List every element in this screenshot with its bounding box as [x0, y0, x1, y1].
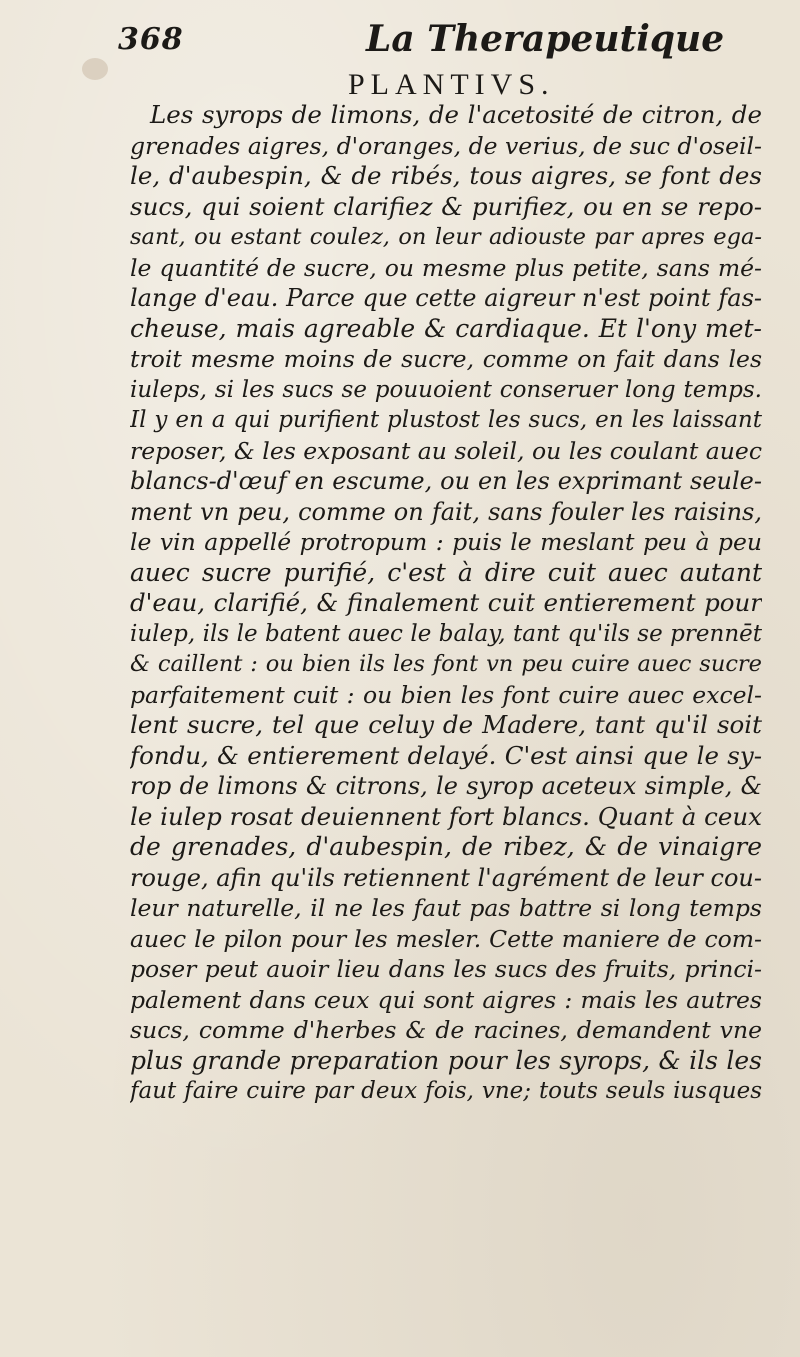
section-title: PLANTIVS.	[348, 68, 555, 101]
text-line: faut faire cuire par deux fois, vne; touts seuls iusques	[130, 1078, 762, 1104]
text-line: plus grande preparation pour les syrops, & ils les	[130, 1045, 762, 1075]
text-line: le quantité de sucre, ou mesme plus petite, sans mé-	[130, 253, 762, 282]
text-line: de grenades, d'aubespin, de ribez, & de vinaigre	[130, 832, 762, 861]
text-line: fondu, & entierement delayé. C'est ainsi que le sy-	[130, 740, 762, 770]
text-line: leur naturelle, il ne les faut pas battre si long temps	[130, 894, 762, 922]
running-title: La Therapeutique	[366, 18, 725, 60]
text-line: rop de limons & citrons, le syrop aceteux simple, &	[130, 772, 762, 800]
text-line: Il y en a qui purifient plustost les sucs, en les laissant	[130, 407, 762, 433]
text-line: le iulep rosat deuiennent fort blancs. Quant à ceux	[130, 801, 762, 831]
text-line: cheuse, mais agreable & cardiaque. Et l'ony met-	[130, 313, 762, 343]
text-line: & caillent : ou bien ils les font vn peu cuire auec sucre	[130, 651, 762, 677]
text-line: sucs, qui soient clarifiez & purifiez, ou en se repo-	[130, 191, 762, 221]
text-line: ment vn peu, comme on fait, sans fouler les raisins,	[130, 497, 762, 526]
text-line: rouge, afin qu'ils retiennent l'agrément de leur cou-	[130, 863, 762, 892]
body-text	[130, 100, 762, 1107]
text-line: iuleps, si les sucs se pouuoient conseruer long temps.	[130, 376, 762, 403]
text-line: sant, ou estant coulez, on leur adiouste par apres ega-	[130, 224, 762, 250]
text-line: reposer, & les exposant au soleil, ou les coulant auec	[130, 436, 762, 465]
text-line: palement dans ceux qui sont aigres : mais les autres	[130, 985, 762, 1014]
text-line: grenades aigres, d'oranges, de verius, de suc d'oseil-	[130, 131, 762, 160]
text-line: iulep, ils le batent auec le balay, tant qu'ils se prennēt	[130, 620, 762, 647]
text-line: auec le pilon pour les mesler. Cette maniere de com-	[130, 924, 762, 953]
text-line: parfaitement cuit : ou bien les font cuire auec excel-	[130, 680, 762, 709]
text-line: sucs, comme d'herbes & de racines, demandent vne	[130, 1016, 762, 1044]
text-line: troit mesme moins de sucre, comme on fait dans les	[130, 345, 762, 373]
text-line: poser peut auoir lieu dans les sucs des fruits, princi-	[130, 955, 762, 983]
text-line: blancs-d'œuf en escume, ou en les exprimant seule-	[130, 467, 762, 495]
text-line: lent sucre, tel que celuy de Madere, tant qu'il soit	[130, 710, 762, 739]
text-line: le, d'aubespin, & de ribés, tous aigres, se font des	[130, 161, 762, 190]
paper-stain	[82, 58, 108, 80]
text-line: auec sucre purifié, c'est à dire cuit auec autant	[130, 557, 762, 587]
text-line: lange d'eau. Parce que cette aigreur n'est point fas-	[130, 284, 762, 312]
running-head	[118, 18, 758, 70]
page-number: 368	[118, 22, 184, 57]
text-line: Les syrops de limons, de l'acetosité de citron, de	[150, 100, 762, 129]
text-line: le vin appellé protropum : puis le meslant peu à peu	[130, 528, 762, 556]
text-line: d'eau, clarifié, & finalement cuit entierement pour	[130, 588, 762, 617]
